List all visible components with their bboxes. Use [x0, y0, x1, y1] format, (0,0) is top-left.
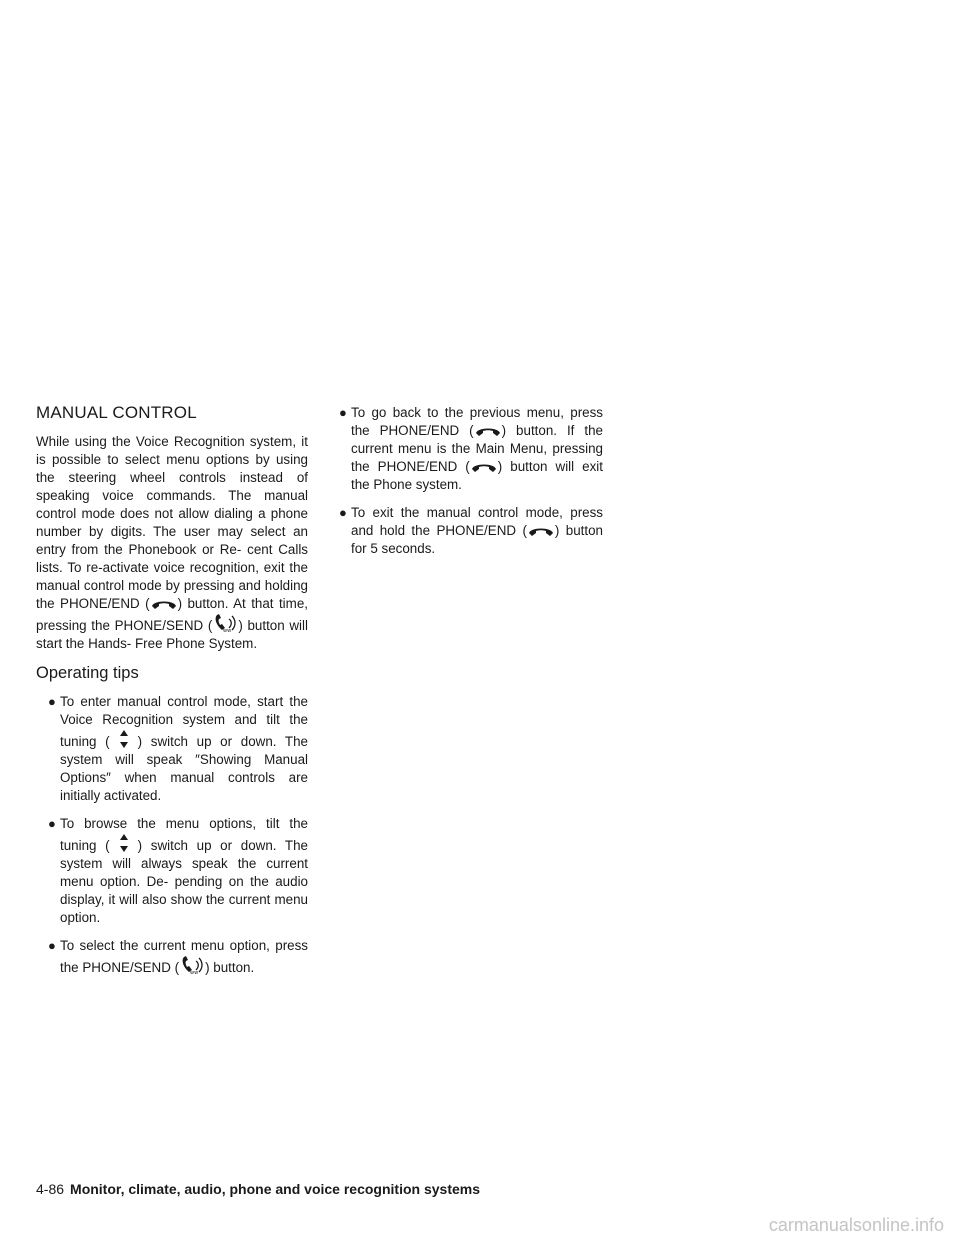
svg-text:ww: ww	[223, 628, 232, 633]
bullet-icon: ●	[339, 505, 347, 520]
manual-control-text-3: ) button will start the Hands- Free Phone System.	[36, 618, 308, 651]
list-item	[339, 504, 603, 558]
tip-1-text-b: ) switch up or down. The system will speak ″Showing Manual Options″ when manual controls are initially activated.	[60, 734, 308, 803]
tip-2-text-b: ) switch up or down. The system will always speak the current menu option. De- pending on the audio display, it will also show the current menu option.	[60, 838, 308, 925]
list-item	[48, 693, 308, 805]
bullet-icon: ●	[48, 694, 56, 709]
list-item	[339, 404, 603, 494]
right-tip-1-text-b: ) button. If the current menu is the Main Menu, pressing the PHONE/END (	[351, 423, 603, 474]
tip-3-text-b: ) button.	[205, 960, 255, 975]
manual-control-text-1: While using the Voice Recognition system, it is possible to select menu options by using the steering wheel controls instead of speaking voice commands. The manual control mode does not allow dialing a phone number by digits. The user may select an entry from the Phonebook or Re- cent Calls lists. To re-activate voice recognition, exit the manual control mode by pressing and holding the PHONE/END (	[36, 434, 308, 611]
operating-tips-heading: Operating tips	[36, 664, 139, 682]
manual-control-heading: MANUAL CONTROL	[36, 403, 197, 422]
right-tip-2-text-a: To exit the manual control mode, press and hold the PHONE/END (	[351, 505, 603, 538]
right-tip-2-text-b: ) button for 5 seconds.	[351, 523, 603, 556]
page-number: 4-86	[36, 1181, 65, 1197]
list-item	[48, 937, 308, 977]
bullet-icon: ●	[48, 816, 56, 831]
phone-end-icon	[470, 460, 498, 474]
tip-2-text-a: To browse the menu options, tilt the tuning (	[60, 816, 308, 853]
svg-text:ww: ww	[190, 970, 199, 975]
manual-control-paragraph	[36, 433, 308, 653]
manual-control-text-2: ) button. At that time, pressing the PHONE/SEND (	[36, 596, 308, 633]
right-tips-list	[339, 404, 603, 558]
list-item	[48, 815, 308, 927]
tuning-switch-icon	[110, 729, 138, 749]
phone-send-icon	[212, 613, 238, 633]
phone-end-icon	[150, 597, 178, 611]
right-tip-1-text-c: ) button will exit the Phone system.	[351, 459, 603, 492]
phone-send-icon	[179, 955, 205, 975]
operating-tips-list	[36, 693, 308, 977]
phone-end-icon	[527, 524, 555, 538]
bullet-icon: ●	[48, 938, 56, 953]
phone-end-icon	[474, 424, 502, 438]
left-column	[36, 402, 308, 987]
section-title: Monitor, climate, audio, phone and voice recognition systems	[70, 1181, 480, 1197]
tuning-switch-icon	[110, 833, 138, 853]
tip-3-text-a: To select the current menu option, press the PHONE/SEND (	[60, 938, 308, 975]
tip-1-text-a: To enter manual control mode, start the Voice Recognition system and tilt the tuning (	[60, 694, 308, 749]
right-tip-1-text-a: To go back to the previous menu, press the PHONE/END (	[351, 405, 603, 438]
right-column	[339, 404, 603, 568]
bullet-icon: ●	[339, 405, 347, 420]
watermark: carmanualsonline.info	[768, 1215, 944, 1235]
page-footer	[36, 1180, 480, 1198]
